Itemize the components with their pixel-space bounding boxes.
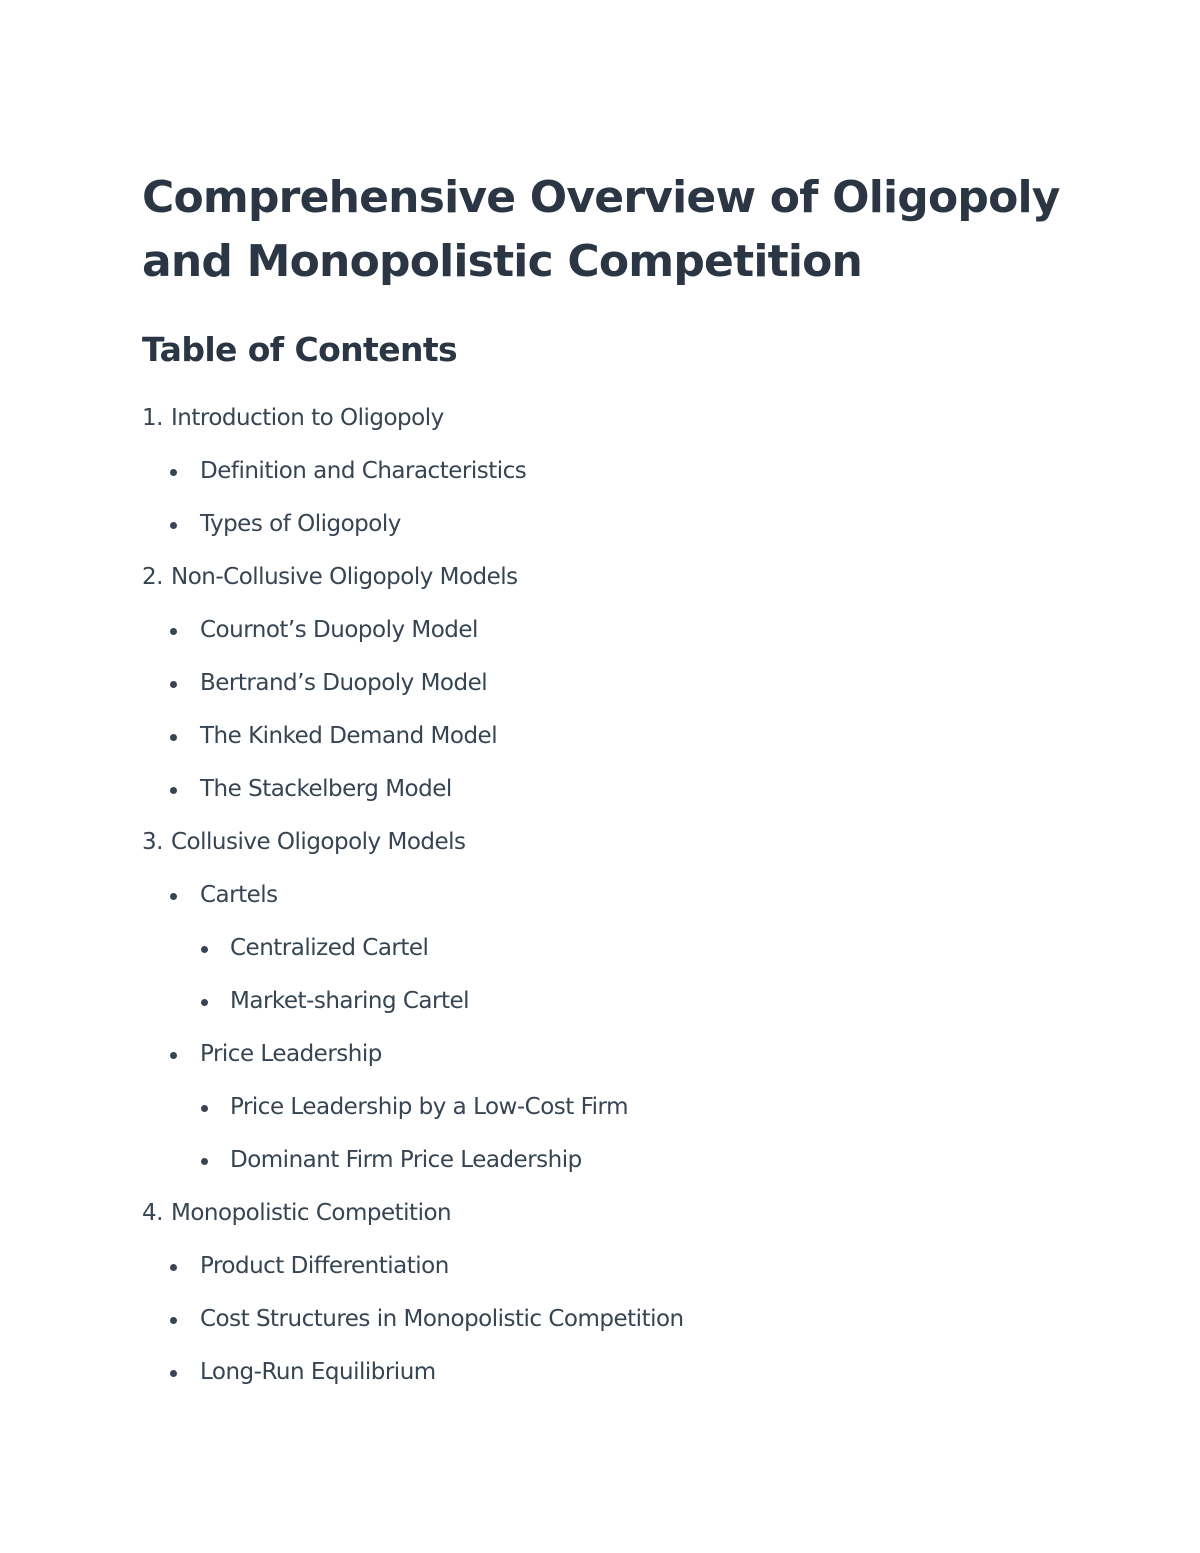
toc-item	[142, 657, 1062, 710]
bullet-icon	[170, 1317, 177, 1324]
section-label: Non-Collusive Oligopoly Models	[171, 564, 518, 590]
item-label: Long-Run Equilibrium	[200, 1359, 436, 1385]
item-label: Product Differentiation	[200, 1253, 449, 1279]
item-label: Cartels	[200, 882, 278, 908]
document-page	[142, 166, 1062, 1399]
bullet-icon	[201, 1105, 208, 1112]
bullet-icon	[201, 1158, 208, 1165]
toc-item	[142, 710, 1062, 763]
toc-section-3	[142, 816, 1062, 869]
toc-heading: Table of Contents	[142, 330, 458, 369]
toc-section-4	[142, 1187, 1062, 1240]
toc-item	[142, 498, 1062, 551]
bullet-icon	[170, 734, 177, 741]
toc-item	[142, 1240, 1062, 1293]
title-line-2: and Monopolistic Competition	[142, 236, 863, 287]
section-number: 1.	[142, 405, 163, 431]
bullet-icon	[170, 1370, 177, 1377]
item-label: Cournot’s Duopoly Model	[200, 617, 478, 643]
subitem-label: Centralized Cartel	[230, 935, 429, 961]
section-number: 3.	[142, 829, 163, 855]
toc-item	[142, 869, 1062, 922]
bullet-icon	[170, 522, 177, 529]
bullet-icon	[170, 469, 177, 476]
item-label: Price Leadership	[200, 1041, 382, 1067]
toc-subitem	[142, 975, 1062, 1028]
toc-item	[142, 1346, 1062, 1399]
section-label: Introduction to Oligopoly	[171, 405, 444, 431]
toc-item	[142, 604, 1062, 657]
bullet-icon	[170, 787, 177, 794]
subitem-label: Price Leadership by a Low-Cost Firm	[230, 1094, 629, 1120]
document-title	[142, 166, 1062, 294]
section-label: Monopolistic Competition	[171, 1200, 452, 1226]
toc-subitem	[142, 1081, 1062, 1134]
subitem-label: Dominant Firm Price Leadership	[230, 1147, 582, 1173]
toc-item	[142, 1028, 1062, 1081]
bullet-icon	[170, 1264, 177, 1271]
section-label: Collusive Oligopoly Models	[171, 829, 466, 855]
item-label: Types of Oligopoly	[200, 511, 401, 537]
toc-item	[142, 445, 1062, 498]
item-label: The Stackelberg Model	[200, 776, 452, 802]
item-label: Definition and Characteristics	[200, 458, 527, 484]
subitem-label: Market-sharing Cartel	[230, 988, 470, 1014]
bullet-icon	[170, 1052, 177, 1059]
item-label: The Kinked Demand Model	[200, 723, 498, 749]
toc-subitem	[142, 1134, 1062, 1187]
toc-section-1	[142, 392, 1062, 445]
bullet-icon	[170, 893, 177, 900]
item-label: Bertrand’s Duopoly Model	[200, 670, 488, 696]
section-number: 2.	[142, 564, 163, 590]
toc-item	[142, 1293, 1062, 1346]
toc-item	[142, 763, 1062, 816]
bullet-icon	[170, 681, 177, 688]
bullet-icon	[201, 946, 208, 953]
bullet-icon	[170, 628, 177, 635]
toc-section-2	[142, 551, 1062, 604]
toc-subitem	[142, 922, 1062, 975]
section-number: 4.	[142, 1200, 163, 1226]
bullet-icon	[201, 999, 208, 1006]
item-label: Cost Structures in Monopolistic Competition	[200, 1306, 684, 1332]
table-of-contents	[142, 392, 1062, 1399]
title-line-1: Comprehensive Overview of Oligopoly	[142, 172, 1060, 223]
